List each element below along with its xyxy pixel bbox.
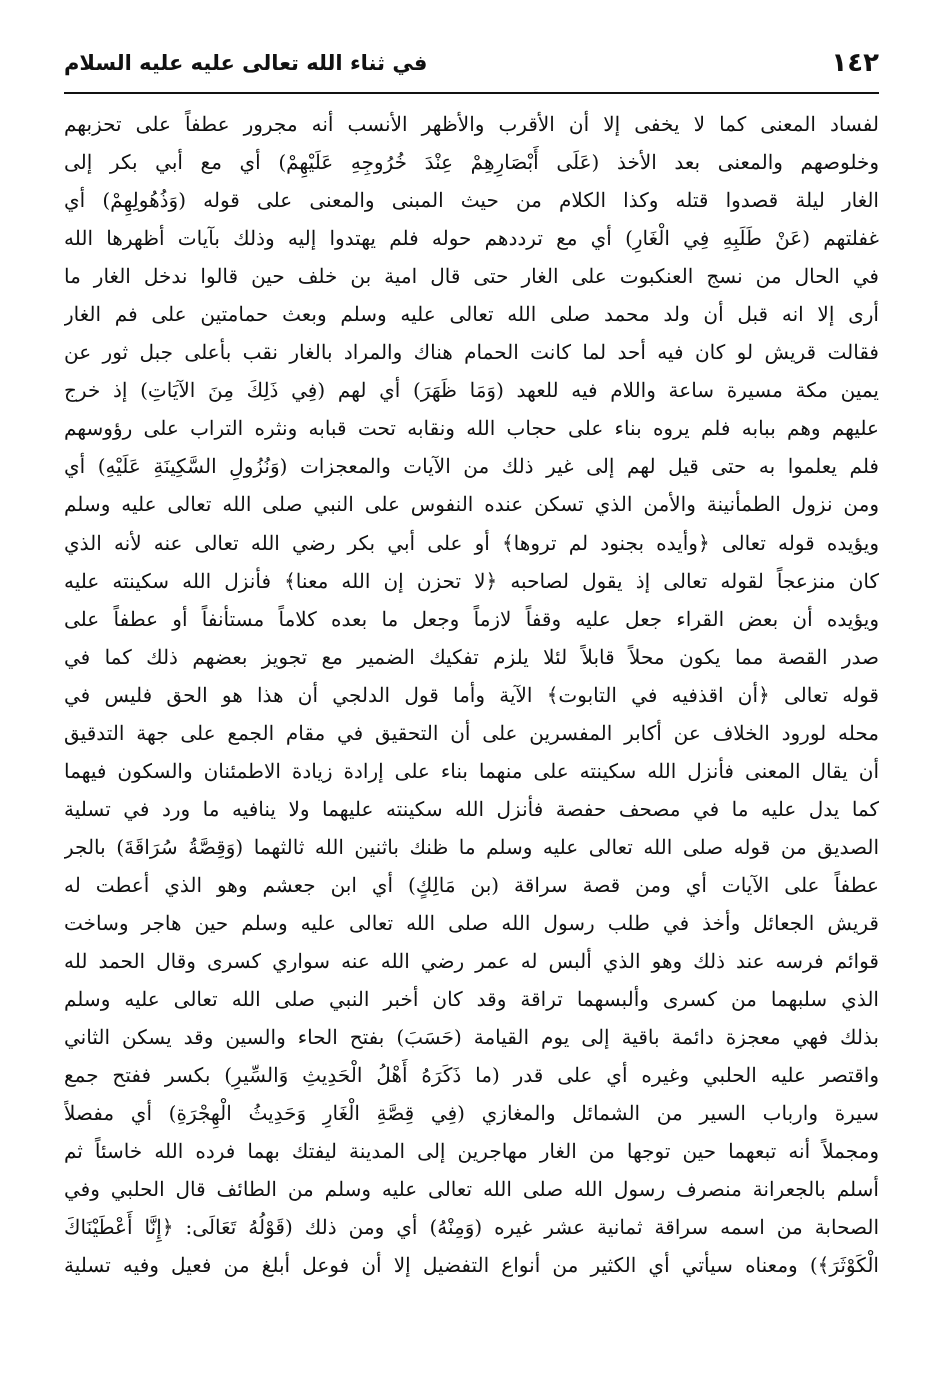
body-text	[64, 105, 879, 1284]
text-line: صدر القصة مما يكون محلاً قابلاً لئلا يلزم تفكيك الضمير مع تجويز بعضهم ذلك كما في	[64, 644, 879, 669]
text-line: كان منزعجاً لقوله تعالى إذ يقول لصاحبه ﴿لا تحزن إن الله معنا﴾ فأنزل الله سكينته عليه	[64, 568, 879, 593]
text-line: الصحابة من اسمه سراقة ثمانية عشر غيره (وَمِنْهُ) أي ومن ذلك (قَوْلُهُ تَعَالَى: ﴿إِنَّا أَعْطَيْنَاكَ	[64, 1215, 879, 1240]
header-rule	[64, 92, 879, 94]
text-line: واقتصر عليه الحلبي وغيره أي على قدر (ما ذَكَرَهُ أَهْلُ الْحَدِيثِ وَالسِّيرِ) بكسر ففتح جمع	[64, 1063, 879, 1088]
text-line: كما يدل عليه ما في مصحف حفصة فأنزل الله سكينته عليهما ولا ينافيه ما ورد في تسلية	[64, 796, 879, 821]
text-line: قوله تعالى ﴿أن اقذفيه في التابوت﴾ الآية وأما قول الدلجي أن هذا هو الحق فليس في	[64, 682, 879, 707]
text-line: محله لورود الخلاف عن أكابر المفسرين على أن التحقيق في مقام الجمع على جهة التدقيق	[64, 720, 879, 745]
text-line: أن يقال المعنى فأنزل الله سكينته على منهما بناء على إرادة زيادة الاطمئنان والسكون فيهما	[64, 758, 879, 783]
text-line: سيرة وارباب السير من الشمائل والمغازي (فِي قِصَّةِ الْغَارِ وَحَدِيثُ الْهِجْرَةِ) أي مفصلاً	[64, 1101, 879, 1126]
text-line: بذلك فهي معجزة دائمة باقية إلى يوم القيامة (حَسَبَ) بفتح الحاء والسين وقد يسكن الثاني	[64, 1025, 879, 1050]
text-line: قوائم فرسه عند ذلك وهو الذي ألبس له عمر رضي الله عنه سواري كسرى وقال الحمد لله	[64, 949, 879, 974]
text-line: الصديق من قوله صلى الله تعالى عليه وسلم ما ظنك باثنين الله ثالثهما (وَقِصَّةُ سُرَاقَةَ) بالجر	[64, 834, 879, 859]
text-line: لفساد المعنى كما لا يخفى إلا أن الأقرب والأظهر الأنسب أنه مجرور عطفاً على تحزبهم	[64, 112, 879, 136]
text-line: الغار ليلة قصدوا قتله وكذا الكلام من حيث المبنى والمعنى على قوله (وَذُهُولِهِمْ) أي	[64, 188, 879, 213]
text-line: الْكَوْثَرَ﴾) ومعناه سيأتي أي الكثير من أنواع التفضيل إلا أن فوعل أبلغ من فعيل وفيه تسلية	[64, 1253, 879, 1278]
text-line: ومن نزول الطمأنينة والأمن الذي تسكن عنده النفوس على النبي صلى الله تعالى عليه وسلم	[64, 492, 879, 517]
text-line: يمين مكة مسيرة ساعة واللام فيه للعهد (وَمَا ظَهَرَ) أي لهم (فِي ذَلِكَ مِنَ الآيَاتِ) إذ خرج	[64, 378, 879, 403]
page-header	[64, 40, 879, 88]
text-line: الذي سلبهما من كسرى وألبسهما تراقة وقد كان أخبر النبي صلى الله تعالى عليه وسلم	[64, 987, 879, 1012]
text-line: في الحال من نسج العنكبوت على الغار حتى قال امية بن خلف حين قالوا ندخل الغار ما	[64, 264, 879, 289]
text-line: ومجملاً أنه تبعهما حين توجها من الغار مهاجرين إلى المدينة ليفتك بهما فرده الله خاسئاً ثم	[64, 1139, 879, 1164]
text-line: قريش الجعائل وأخذ في طلب رسول الله صلى الله تعالى عليه وسلم حين هاجر وساخت	[64, 910, 879, 935]
text-line: أرى إلا انه قبل أن ولد محمد صلى الله تعالى عليه وسلم وبعث حمامتين على فم الغار	[64, 302, 879, 327]
text-line: ويؤيده أن بعض القراء جعل عليه وقفاً لازماً وجعل ما بعده كلاماً مستأنفاً أو عطفاً على	[64, 606, 879, 631]
text-line: عطفاً على الآيات أي ومن قصة سراقة (بن مَالِكٍ) أي ابن جعشم وهو الذي أعطت له	[64, 872, 879, 897]
page-number: ١٤٢	[831, 48, 879, 78]
text-line: غفلتهم (عَنْ طَلَبِهِ فِي الْغَارِ) أي مع ترددهم حوله فلم يهتدوا إليه وذلك بآيات أظهرها الله	[64, 226, 879, 251]
text-line: أسلم بالجعرانة منصرف رسول الله صلى الله تعالى عليه وسلم من الطائف قال الحلبي وفي	[64, 1177, 879, 1202]
text-line: عليهم وهم ببابه فلم يروه بناء على حجاب الله ونقابه تحت قبابه ونثره التراب على رؤوسهم	[64, 416, 879, 441]
text-line: وخلوصهم والمعنى بعد الأخذ (عَلَى أَبْصَارِهِمْ عِنْدَ خُرُوجِهِ عَلَيْهِمْ) أي مع أبي بكر إلى	[64, 150, 879, 175]
text-line: فلم يعلموا به حتى قيل لهم إلى غير ذلك من الآيات والمعجزات (وَنُزُولِ السَّكِينَةِ عَلَيْهِ) أي	[64, 454, 879, 479]
running-title: في ثناء الله تعالى عليه عليه السلام	[64, 51, 428, 75]
text-line: ويؤيده قوله تعالى ﴿وأيده بجنود لم تروها﴾ أو على أبي بكر رضي الله تعالى عنه لأنه الذي	[64, 530, 879, 555]
text-line: فقالت قريش لو كان فيه أحد لما كانت الحمام هناك والمراد بالغار نقب بأعلى جبل ثور عن	[64, 340, 879, 365]
